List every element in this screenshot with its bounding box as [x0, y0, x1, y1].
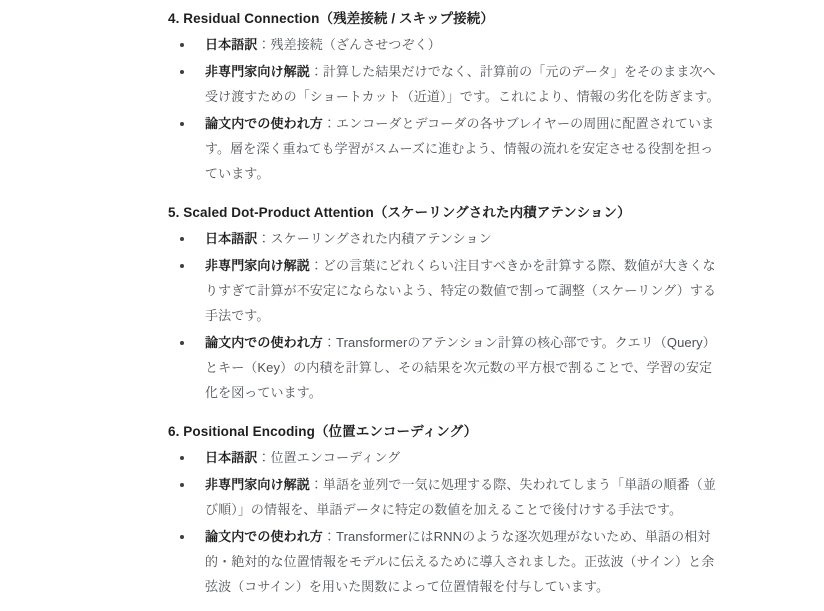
bullet-text: ：計算した結果だけでなく、計算前の「元のデータ」をそのまま次へ受け渡すための「ショートカット（近道）」です。これにより、情報の劣化を防ぎます。 — [205, 64, 720, 104]
bullet-dot-icon — [180, 456, 184, 460]
section-residual-connection — [168, 6, 724, 186]
bullet-list — [168, 226, 724, 405]
bullet-text: ：位置エンコーディング — [257, 450, 401, 465]
list-item — [168, 524, 724, 599]
bullet-text: ：残差接続（ざんさせつぞく） — [257, 37, 441, 52]
bullet-label: 論文内での使われ方 — [205, 335, 323, 350]
list-item — [168, 330, 724, 405]
bullet-text: ：どの言葉にどれくらい注目すべきかを計算する際、数値が大きくなりすぎて計算が不安定にならないよう、特定の数値で割って調整（スケーリング）する手法です。 — [205, 258, 717, 323]
list-item — [168, 32, 724, 57]
section-heading: 5. Scaled Dot-Product Attention（スケーリングされた内積アテンション） — [168, 205, 631, 220]
list-item — [168, 472, 724, 522]
list-item — [168, 111, 724, 186]
bullet-label: 日本語訳 — [205, 450, 258, 465]
bullet-dot-icon — [180, 341, 184, 345]
list-item — [168, 253, 724, 328]
bullet-dot-icon — [180, 237, 184, 241]
bullet-label: 非専門家向け解説 — [205, 258, 310, 273]
bullet-label: 日本語訳 — [205, 231, 258, 246]
list-item — [168, 59, 724, 109]
bullet-list — [168, 32, 724, 186]
bullet-label: 論文内での使われ方 — [205, 529, 323, 544]
glossary-content — [168, 6, 724, 601]
bullet-list — [168, 445, 724, 599]
bullet-label: 論文内での使われ方 — [205, 116, 323, 131]
bullet-text: ：スケーリングされた内積アテンション — [257, 231, 492, 246]
section-heading: 4. Residual Connection（残差接続 / スキップ接続） — [168, 11, 494, 26]
bullet-label: 日本語訳 — [205, 37, 258, 52]
bullet-dot-icon — [180, 122, 184, 126]
bullet-dot-icon — [180, 264, 184, 268]
bullet-dot-icon — [180, 70, 184, 74]
bullet-text: ：単語を並列で一気に処理する際、失われてしまう「単語の順番（並び順）」の情報を、単語データに特定の数値を加えることで後付けする手法です。 — [205, 477, 716, 517]
section-heading: 6. Positional Encoding（位置エンコーディング） — [168, 424, 478, 439]
bullet-dot-icon — [180, 535, 184, 539]
bullet-dot-icon — [180, 43, 184, 47]
bullet-text: ：TransformerにはRNNのような逐次処理がないため、単語の相対的・絶対的な位置情報をモデルに伝えるために導入されました。正弦波（サイン）と余弦波（コサイン）を用いた関数によって位置情報を付与しています。 — [205, 529, 715, 594]
bullet-text: ：エンコーダとデコーダの各サブレイヤーの周囲に配置されています。層を深く重ねても学習がスムーズに進むよう、情報の流れを安定させる役割を担っています。 — [205, 116, 715, 181]
list-item — [168, 226, 724, 251]
section-positional-encoding — [168, 419, 724, 599]
bullet-text: ：Transformerのアテンション計算の核心部です。クエリ（Query）とキー（Key）の内積を計算し、その結果を次元数の平方根で割ることで、学習の安定化を図っています。 — [205, 335, 716, 400]
section-scaled-dot-product-attention — [168, 200, 724, 405]
bullet-label: 非専門家向け解説 — [205, 477, 310, 492]
bullet-label: 非専門家向け解説 — [205, 64, 310, 79]
list-item — [168, 445, 724, 470]
bullet-dot-icon — [180, 483, 184, 487]
